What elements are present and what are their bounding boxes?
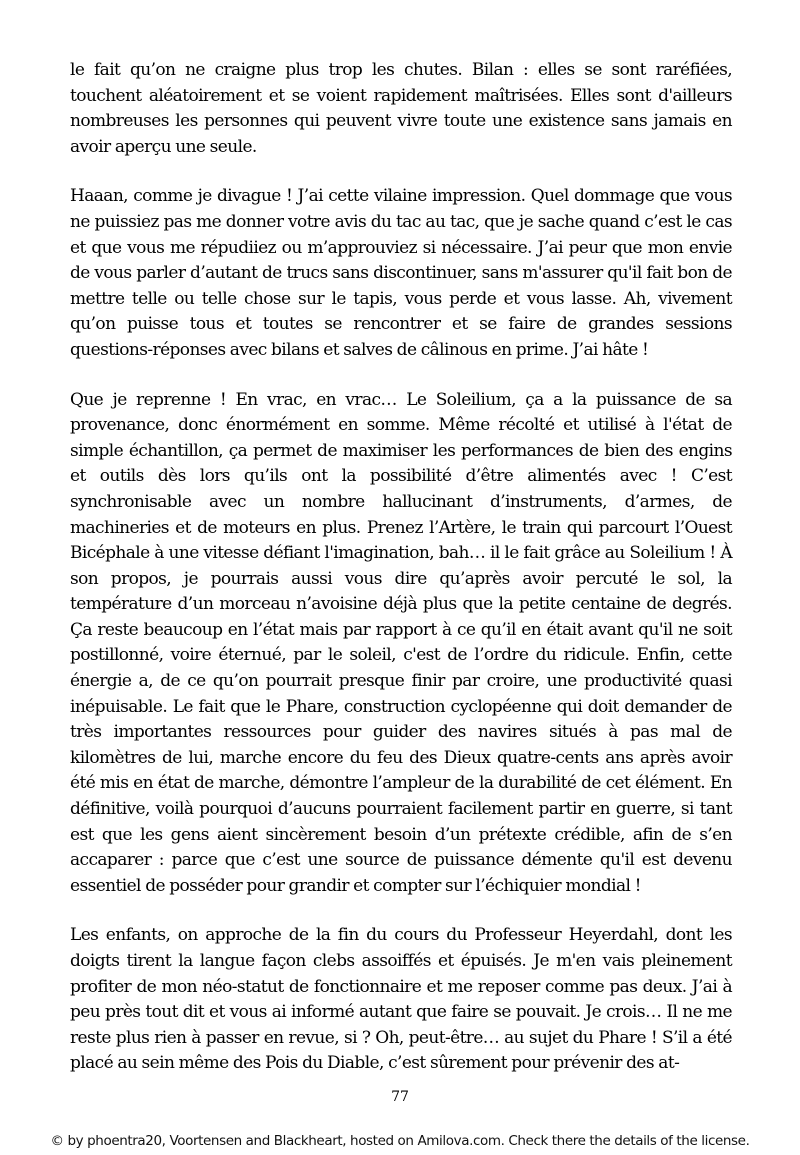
body-text [70, 58, 732, 1101]
paragraph-3: Que je reprenne ! En vrac, en vrac… Le Soleilium, ça a la puissance de sa provenance, donc énormément en somme. Même récolté et utilisé à l'état de simple échantillon, ça permet de maximiser les performances de bien des engins et outils dès lors qu’ils ont la possibilité d’être alimentés avec ! C’est synchronisable avec un nombre hallucinant d’instruments, d’armes, de machineries et de moteurs en plus. Prenez l’Artère, le train qui parcourt l’Ouest Bicéphale à une vitesse défiant l'imagination, bah… il le fait grâce au Soleilium ! À son propos, je pourrais aussi vous dire qu’après avoir percuté le sol, la température d’un morceau n’avoisine déjà plus que la petite centaine de degrés. Ça reste beaucoup en l’état mais par rapport à ce qu’il en était avant qu'il ne soit postillonné, voire éternué, par le soleil, c'est de l’ordre du ridicule. Enfin, cette énergie a, de ce qu’on pourrait presque finir par croire, une productivité quasi inépuisable. Le fait que le Phare, construction cyclopéenne qui doit demander de très importantes ressources pour guider des navires situés à pas mal de kilomètres de lui, marche encore du feu des Dieux quatre-cents ans après avoir été mis en état de marche, démontre l’ampleur de la durabilité de cet élément. En définitive, voilà pourquoi d’aucuns pourraient facilement partir en guerre, si tant est que les gens aient sincèrement besoin d’un prétexte crédible, afin de s’en accaparer : parce que c’est une source de puissance démente qu'il est devenu essentiel de posséder pour grandir et compter sur l’échiquier mondial ! [70, 389, 732, 896]
paragraph-2: Haaan, comme je divague ! J’ai cette vilaine impression. Quel dommage que vous ne puissiez pas me donner votre avis du tac au tac, que je sache quand c’est le cas et que vous me répudiiez ou m’approuviez si nécessaire. J’ai peur que mon envie de vous parler d’autant de trucs sans discontinuer, sans m'assurer qu'il fait bon de mettre telle ou telle chose sur le tapis, vous perde et vous lasse. Ah, vivement qu’on puisse tous et toutes se rencontrer et se faire de grandes sessions questions-réponses avec bilans et salves de câlinous en prime. J’ai hâte ! [70, 186, 732, 360]
license-footer: © by phoentra20, Voortensen and Blackheart, hosted on Amilova.com. Check there the details of the license. [50, 1133, 750, 1149]
page-number: 77 [391, 1089, 409, 1105]
paragraph-4: Les enfants, on approche de la fin du cours du Professeur Heyerdahl, dont les doigts tirent la langue façon clebs assoiffés et épuisés. Je m'en vais pleinement profiter de mon néo-statut de fonctionnaire et me reposer comme pas deux. J’ai à peu près tout dit et vous ai informé autant que faire se pouvait. Je crois… Il ne me reste plus rien à passer en revue, si ? Oh, peut-être… au sujet du Phare ! S’il a été placé au sein même des Pois du Diable, c’est sûrement pour prévenir des at- [70, 925, 732, 1074]
paragraph-1: le fait qu’on ne craigne plus trop les chutes. Bilan : elles se sont raréfiées, touchent aléatoirement et se voient rapidement maîtrisées. Elles sont d'ailleurs nombreuses les personnes qui peuvent vivre toute une existence sans jamais en avoir aperçu une seule. [70, 60, 732, 157]
